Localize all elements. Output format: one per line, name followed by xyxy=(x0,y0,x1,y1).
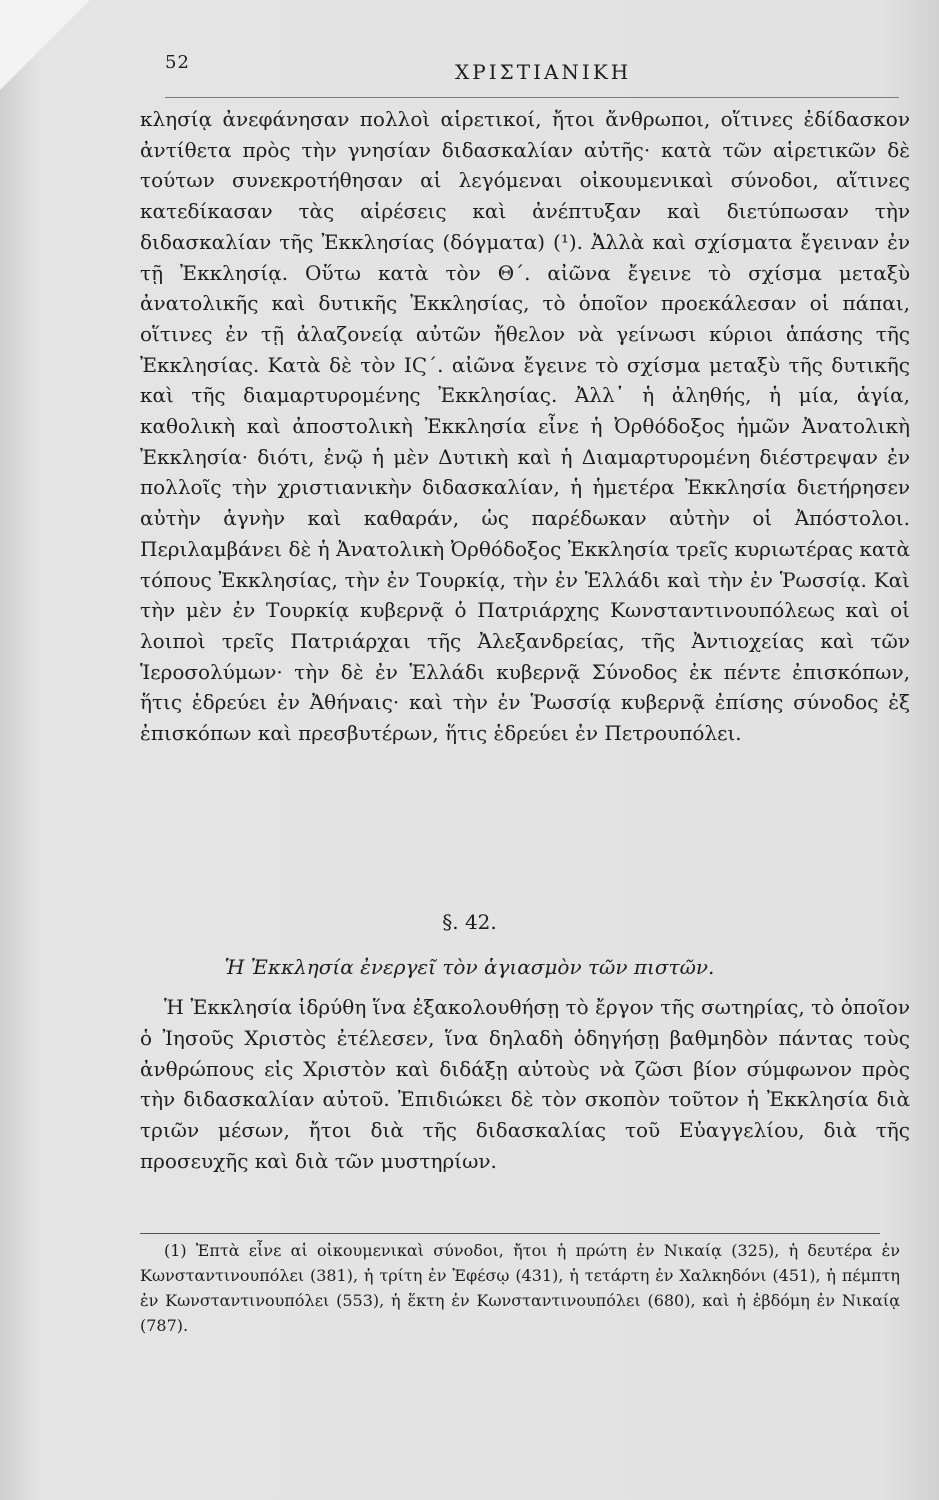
section-number: §. 42. xyxy=(442,910,497,934)
section-title: Ἡ Ἐκκλησία ἐνεργεῖ τὸν ἁγιασμὸν τῶν πιστῶν. xyxy=(224,955,715,979)
running-head: ΧΡΙΣΤΙΑΝΙΚΗ xyxy=(455,60,632,84)
page-header xyxy=(165,52,879,92)
folded-corner xyxy=(0,0,90,90)
footnote-rule xyxy=(140,1233,880,1234)
body-paragraph: κλησίᾳ ἀνεφάνησαν πολλοὶ αἱρετικοί, ἤτοι ἄνθρωποι, οἵτινες ἐδίδασκον ἀντίθετα πρὸς τὴν γνησίαν διδασκαλίαν αὐτῆς· κατὰ τῶν αἱρετικῶν δὲ τούτων συνεκροτήθησαν αἱ λεγόμεναι οἰκουμενικαὶ σύνοδοι, αἵτινες κατεδίκασαν τὰς αἱρέσεις καὶ ἀνέπτυξαν καὶ διετύπωσαν τὴν διδασκαλίαν τῆς Ἐκκλησίας (δόγματα) (¹). Ἀλλὰ καὶ σχίσματα ἔγειναν ἐν τῇ Ἐκκλησίᾳ. Οὕτω κατὰ τὸν Θ΄. αἰῶνα ἔγεινε τὸ σχίσμα μεταξὺ ἀνατολικῆς καὶ δυτικῆς Ἐκκλησίας, τὸ ὁποῖον προεκάλεσαν οἱ πάπαι, οἵτινες ἐν τῇ ἀλαζονείᾳ αὐτῶν ἤθελον νὰ γείνωσι κύριοι ἁπάσης τῆς Ἐκκλησίας. Κατὰ δὲ τὸν ΙϚ΄. αἰῶνα ἔγεινε τὸ σχίσμα μεταξὺ τῆς δυτικῆς καὶ τῆς διαμαρτυρομένης Ἐκκλησίας. Ἀλλ᾽ ἡ ἀληθής, ἡ μία, ἁγία, καθολικὴ καὶ ἀποστολικὴ Ἐκκλησία εἶνε ἡ Ὀρθόδοξος ἡμῶν Ἀνατολικὴ Ἐκκλησία· διότι, ἐνῷ ἡ μὲν Δυτικὴ καὶ ἡ Διαμαρτυρομένη διέστρεψαν ἐν πολλοῖς τὴν χριστιανικὴν διδασκαλίαν, ἡ ἡμετέρα Ἐκκλησία διετήρησεν αὐτὴν ἁγνὴν καὶ καθαράν, ὡς παρέδωκαν αὐτὴν οἱ Ἀπόστολοι. Περιλαμβάνει δὲ ἡ Ἀνατολικὴ Ὀρθόδοξος Ἐκκλησία τρεῖς κυριωτέρας κατὰ τόπους Ἐκκλησίας, τὴν ἐν Τουρκίᾳ, τὴν ἐν Ἑλλάδι καὶ τὴν ἐν Ῥωσσίᾳ. Καὶ τὴν μὲν ἐν Τουρκίᾳ κυβερνᾷ ὁ Πατριάρχης Κωνσταντινουπόλεως καὶ οἱ λοιποὶ τρεῖς Πατριάρχαι τῆς Ἀλεξανδρείας, τῆς Ἀντιοχείας καὶ τῶν Ἱεροσολύμων· τὴν δὲ ἐν Ἑλλάδι κυβερνᾷ Σύνοδος ἐκ πέντε ἐπισκόπων, ἥτις ἑδρεύει ἐν Ἀθήναις· καὶ τὴν ἐν Ῥωσσίᾳ κυβερνᾷ ἐπίσης σύνοδος ἐξ ἐπισκόπων καὶ πρεσβυτέρων, ἥτις ἑδρεύει ἐν Πετρουπόλει. xyxy=(140,107,910,746)
section-paragraph: Ἡ Ἐκκλησία ἱδρύθη ἵνα ἐξακολουθήσῃ τὸ ἔργον τῆς σωτηρίας, τὸ ὁποῖον ὁ Ἰησοῦς Χριστὸς ἐτέλεσεν, ἵνα δηλαδὴ ὁδηγήσῃ βαθμηδὸν πάντας τοὺς ἀνθρώπους εἰς Χριστὸν καὶ διδάξῃ αὐτοὺς νὰ ζῶσι βίον σύμφωνον πρὸς τὴν διδασκαλίαν αὐτοῦ. Ἐπιδιώκει δὲ τὸν σκοπὸν τοῦτον ἡ Ἐκκλησία διὰ τριῶν μέσων, ἤτοι διὰ τῆς διδασκαλίας τοῦ Εὐαγγελίου, διὰ τῆς προσευχῆς καὶ διὰ τῶν μυστηρίων. xyxy=(140,995,910,1173)
header-rule xyxy=(165,97,899,98)
footnote: (1) Ἑπτὰ εἶνε αἱ οἰκουμενικαὶ σύνοδοι, ἤτοι ἡ πρώτη ἐν Νικαίᾳ (325), ἡ δευτέρα ἐν Κωνσταντινουπόλει (381), ἡ τρίτη ἐν Ἐφέσῳ (431), ἡ τετάρτη ἐν Χαλκηδόνι (451), ἡ πέμπτη ἐν Κωνσταντινουπόλει (553), ἡ ἕκτη ἐν Κωνσταντινουπόλει (680), καὶ ἡ ἑβδόμη ἐν Νικαίᾳ (787). xyxy=(140,1241,900,1335)
page-number: 52 xyxy=(165,52,190,73)
